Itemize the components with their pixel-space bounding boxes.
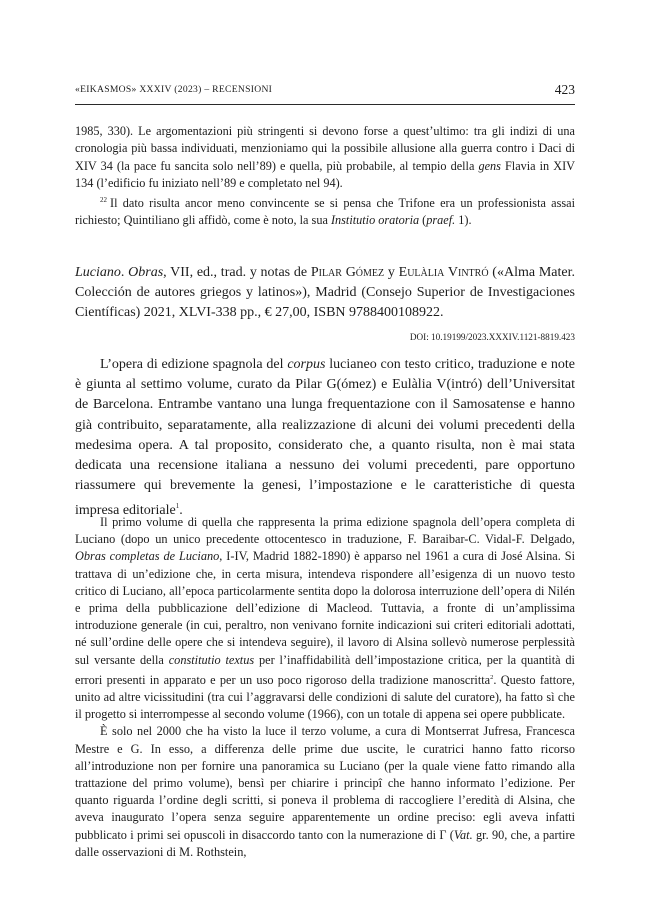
body-paragraph: Il primo volume di quella che rappresenta la prima edizione spagnola dell’opera completa di Luciano (dopo un unico precedente ottocentesco in traduzione, F. Baraibar-C. Vidal-F. Delgado, Obras completas de Luciano, I-IV, Madrid 1882-1890) è apparso nel 1961 a cura di José Alsina. Si trattava di un’edizione che, in certa misura, intendeva rispondere all’esigenza di un nuovo testo critico di Luciano, all’epoca particolarmente sentita dopo la dolorosa interruzione dell’opera di Nilén e prima della pubblicazione dell’edizione di Macleod. Tuttavia, a fronte di un’amplissima introduzione generale (in cui, peraltro, non venivano fornite indicazioni sui criteri editoriali adottati, né sull’ordine delle opere che si intendeva seguire), il lavoro di Alsina sollevò numerose perplessità sul versante della constitutio textus per l’inaffidabilità dell’impostazione critica, per la quantità di errori presenti in apparato e per un uso poco rigoroso della tradizione manoscritta$^2$. Questo fattore, unito ad altre vicissitudini (tra cui l’aggravarsi delle condizioni di salute del curatore), ha fatto sì che il progetto si interrompesse al secondo volume (1966), con un totale di appena sei opere pubblicate.: [75, 515, 576, 722]
page-number: 423: [554, 82, 575, 97]
footnote-continuation: 1985, 330). Le argomentazioni più stringenti si devono forse a quest’ultimo: tra gli indizi di una cronologia più bassa individuati, menzioniamo qui la possibile allusione alla guerra contro i Daci di XIV 34 (la pace fu sancita solo nell’89) e quella, più probabile, al tempio della gens Flavia in XIV 134 (l’edificio fu iniziato nell’89 e completato nel 94).: [75, 124, 576, 190]
editor-name: Eulàlia Vintró: [398, 265, 489, 280]
header-rule: [75, 104, 575, 105]
footnotes: [75, 123, 575, 230]
footnote-ref: 2: [490, 673, 494, 681]
body-text: [75, 514, 575, 861]
doi: DOI: 10.19199/2023.XXXIV.1121-8819.423: [409, 332, 575, 342]
page-header: [75, 82, 575, 100]
review-citation: Luciano. Obras, VII, ed., trad. y notas de Pilar Gómez y Eulàlia Vintró («Alma Mater. Colección de autores griegos y latinos»), Madrid (Consejo Superior de Investigaciones Científicas) 2021, XLVI-338 pp., € 27,00, ISBN 9788400108922.: [75, 265, 575, 320]
body-paragraph: È solo nel 2000 che ha visto la luce il terzo volume, a cura di Montserrat Jufresa, Francesca Mestre e G. In esso, a differenza delle prime due uscite, le curatrici hanno fatto ricorso all’introduzione non per fornire una panoramica su Luciano (per la quale viene fatto rimando alla trattazione del primo volume), bensì per chiarire i principî che hanno informato l’edizione. Per quanto riguarda l’ordine degli scritti, si poneva il problema di raccogliere l’eredità di Alsina, che aveva inaugurato l’opera senza seguire apparentemente un ordine preciso: egli aveva infatti pubblicato i primi sei opuscoli in disaccordo tanto con la numerazione di Γ (Vat. gr. 90, che, a partire dalle osservazioni di M. Rothstein,: [75, 724, 575, 859]
intro-paragraph: L’opera di edizione spagnola del corpus lucianeo con testo critico, traduzione e note è giunta al settimo volume, curato da Pilar G(ómez) e Eulàlia V(intró) dell’Universitat de Barcelona. Entrambe vantano una lunga frequentazione con il Samosatense e hanno già contribuito, separatamente, alla realizzazione di alcuni dei volumi precedenti della medesima opera. A tal proposito, considerato che, a quanto risulta, non è mai stata dedicata una recensione italiana a nessuno dei volumi precedenti, pare opportuno riassumere qui brevemente la genesi, l’impostazione e le caratteristiche di questa impresa editoriale$^1$.: [75, 357, 575, 519]
footnote-number: 22: [100, 196, 107, 205]
editor-name: Pilar Gómez: [310, 265, 385, 280]
footnote-22: $^{22}$ Il dato risulta ancor meno convincente se si pensa che Trifone era un professionista assai richiesto; Quintiliano gli affidò, come è noto, la sua Institutio oratoria (praef. 1).: [75, 196, 575, 228]
running-head: «EIKASMOS» XXXIV (2023) – RECENSIONI: [75, 84, 273, 95]
footnote-ref: 1: [175, 502, 180, 511]
